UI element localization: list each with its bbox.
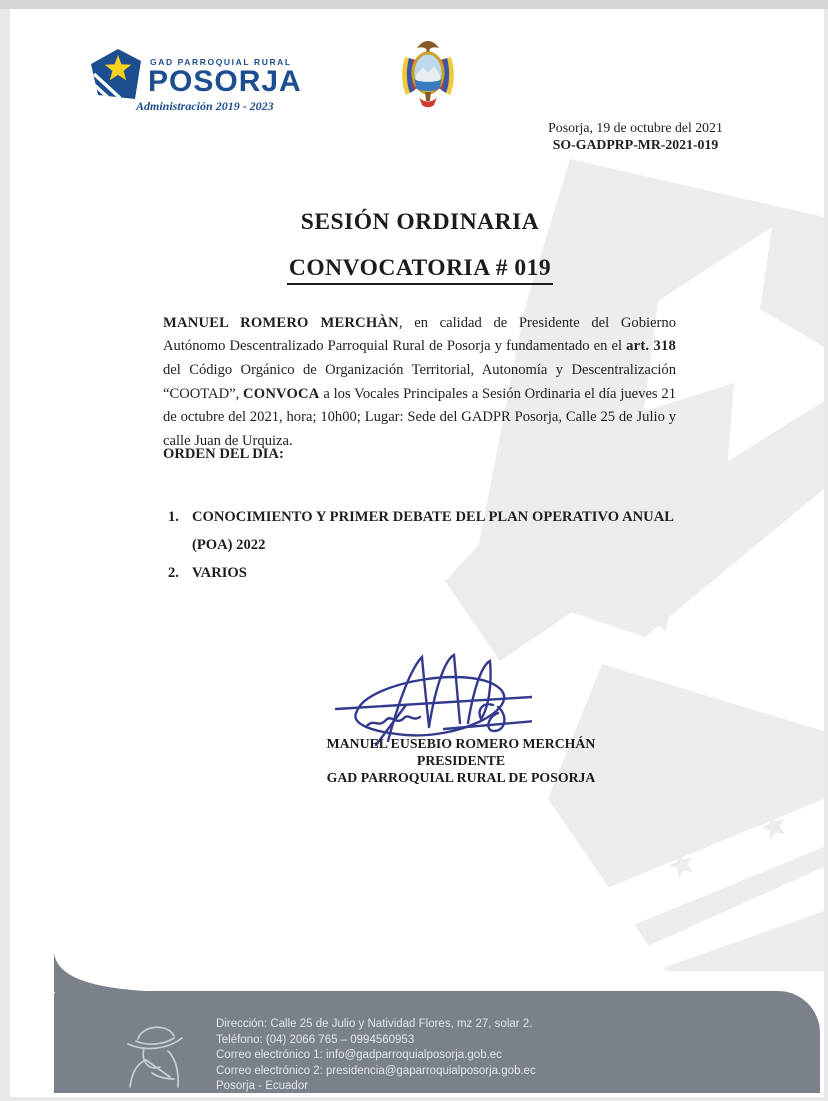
footer-email-2-line: Correo electrónico 2: presidencia@gaparroquialposorja.gob.ec [216, 1064, 536, 1077]
agenda-list [168, 503, 674, 587]
footer-email-1-line: Correo electrónico 1: info@gadparroquialposorja.gob.ec [216, 1049, 502, 1061]
paragraph-segment-3: a los Vocales Principales a Sesión Ordinaria el día jueves 21 de octubre del 2021, hora; 10h00; Lugar: Sede del GADPR Posorja, Calle 25 de Julio y calle Juan de Urquiza. [163, 385, 676, 450]
footer-address-line: Dirección: Calle 25 de Julio y Natividad Flores, mz 27, solar 2. [216, 1018, 533, 1030]
agenda-item-2-number: 2. [168, 565, 179, 581]
ecuador-coat-of-arms-icon [397, 39, 459, 111]
date-reference-block [508, 119, 763, 153]
agenda-item-1-number: 1. [168, 509, 179, 525]
footer-location-line: Posorja - Ecuador [216, 1080, 309, 1092]
article-reference-bold: art. 318 [626, 338, 676, 355]
signatory-block [270, 735, 652, 786]
signatory-role: PRESIDENTE [416, 753, 506, 768]
agenda-item-1 [168, 503, 674, 559]
document-content [10, 9, 824, 1097]
place-date-line: Posorja, 19 de octubre del 2021 [548, 120, 723, 135]
president-name-bold: MANUEL ROMERO MERCHÀN [163, 314, 399, 331]
title-line-1: SESIÓN ORDINARIA [300, 209, 540, 235]
signatory-organization: GAD PARROQUIAL RURAL DE POSORJA [326, 770, 596, 785]
footer-bar [54, 991, 820, 1093]
agenda-item-1-text: CONOCIMIENTO Y PRIMER DEBATE DEL PLAN OPERATIVO ANUAL (POA) 2022 [192, 509, 674, 553]
convocation-paragraph [163, 312, 676, 454]
window-top-strip [0, 0, 828, 9]
footer-contact-block [216, 1017, 536, 1095]
document-title [160, 209, 680, 285]
logo-org-type: GAD PARROQUIAL RURAL [150, 57, 292, 67]
fisherman-sketch-icon [116, 1013, 194, 1091]
reference-code: SO-GADPRP-MR-2021-019 [552, 137, 719, 152]
footer-phone-line: Teléfono: (04) 2066 765 – 0994560953 [216, 1033, 415, 1046]
paragraph-segment-1: , en calidad de Presidente del Gobierno Autónomo Descentralizado Parroquial Rural de Posorja y fundamentado en el [163, 314, 676, 355]
agenda-heading: ORDEN DEL DIA: [163, 446, 284, 462]
posorja-logo [86, 43, 316, 125]
paragraph-segment-2: del Código Orgánico de Organización Territorial, Autonomía y Descentralización “COOTAD”, [163, 362, 676, 402]
document-page [10, 9, 824, 1097]
agenda-item-2 [168, 559, 674, 587]
title-line-2: CONVOCATORIA # 019 [287, 255, 553, 285]
agenda-item-2-text: VARIOS [192, 565, 247, 581]
logo-name: POSORJA [148, 65, 302, 98]
footer-curve-tab [54, 953, 146, 992]
convoca-bold: CONVOCA [243, 385, 320, 402]
signatory-name: MANUEL EUSEBIO ROMERO MERCHÁN [326, 736, 596, 751]
logo-administration: Administración 2019 - 2023 [136, 99, 274, 113]
